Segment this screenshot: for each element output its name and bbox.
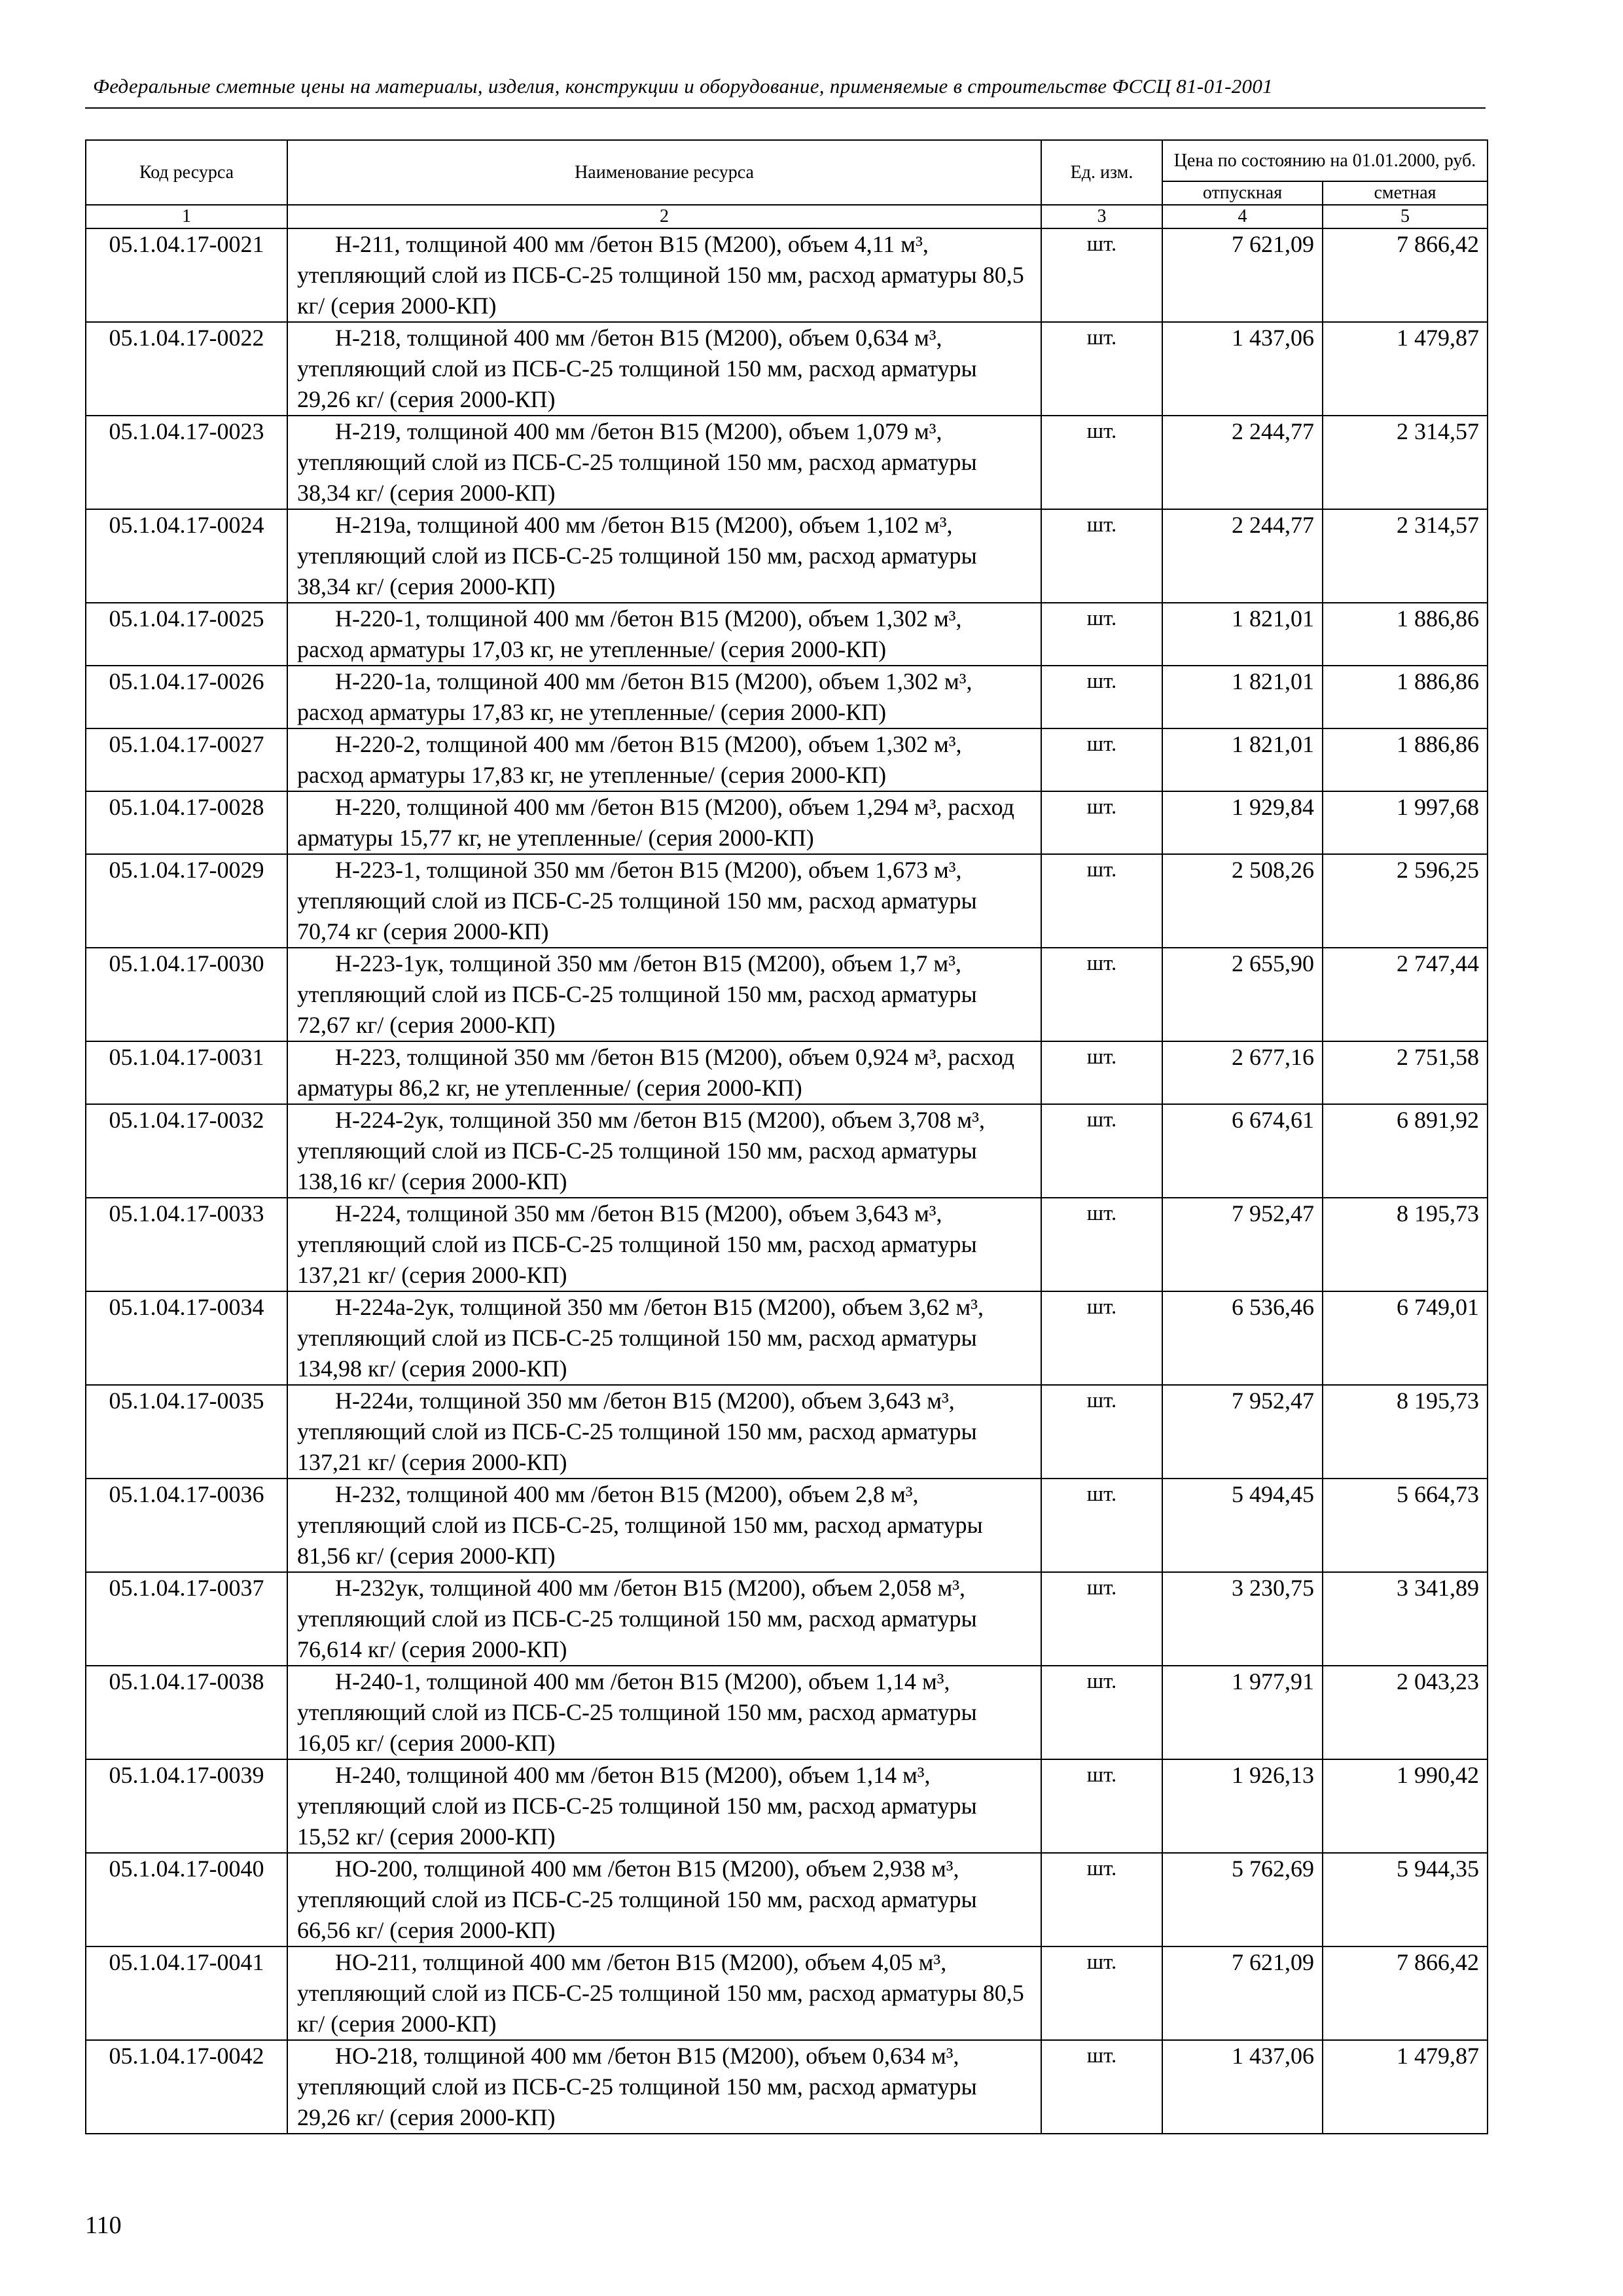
release-price: 1 437,06 bbox=[1162, 322, 1323, 416]
resource-name-text: Н-219, толщиной 400 мм /бетон В15 (М200), объем 1,079 м³, утепляющий слой из ПСБ-С-25 толщиной 150 мм, расход арматуры 38,34 кг/ (серия 2000-КП) bbox=[297, 418, 977, 506]
resource-name bbox=[287, 1291, 1041, 1385]
unit: шт. bbox=[1041, 854, 1162, 948]
resource-name-text: НО-218, толщиной 400 мм /бетон В15 (М200), объем 0,634 м³, утепляющий слой из ПСБ-С-25 толщиной 150 мм, расход арматуры 29,26 кг/ (серия 2000-КП) bbox=[297, 2043, 977, 2130]
resource-name bbox=[287, 416, 1041, 509]
table-row bbox=[86, 1853, 1488, 1946]
resource-name-text: Н-240, толщиной 400 мм /бетон В15 (М200), объем 1,14 м³, утепляющий слой из ПСБ-С-25 толщиной 150 мм, расход арматуры 15,52 кг/ (серия 2000-КП) bbox=[297, 1762, 977, 1850]
estimate-price: 1 990,42 bbox=[1323, 1759, 1488, 1853]
unit: шт. bbox=[1041, 2040, 1162, 2134]
estimate-price: 1 886,86 bbox=[1323, 603, 1488, 666]
header-name: Наименование ресурса bbox=[287, 140, 1041, 205]
header-price-group: Цена по состоянию на 01.01.2000, руб. bbox=[1162, 140, 1488, 181]
resource-name-text: Н-220-1, толщиной 400 мм /бетон В15 (М200), объем 1,302 м³, расход арматуры 17,03 кг, не утепленные/ (серия 2000-КП) bbox=[297, 605, 962, 662]
unit: шт. bbox=[1041, 1572, 1162, 1666]
unit: шт. bbox=[1041, 1666, 1162, 1759]
release-price: 5 494,45 bbox=[1162, 1479, 1323, 1572]
resource-name bbox=[287, 1479, 1041, 1572]
resource-name bbox=[287, 603, 1041, 666]
estimate-price: 2 043,23 bbox=[1323, 1666, 1488, 1759]
unit: шт. bbox=[1041, 1291, 1162, 1385]
resource-name-text: Н-220-1а, толщиной 400 мм /бетон В15 (М200), объем 1,302 м³, расход арматуры 17,83 кг, не утепленные/ (серия 2000-КП) bbox=[297, 668, 972, 725]
estimate-price: 1 479,87 bbox=[1323, 2040, 1488, 2134]
resource-name bbox=[287, 1759, 1041, 1853]
resource-code: 05.1.04.17-0022 bbox=[86, 322, 287, 416]
release-price: 1 437,06 bbox=[1162, 2040, 1323, 2134]
column-number: 2 bbox=[287, 205, 1041, 228]
column-number: 1 bbox=[86, 205, 287, 228]
unit: шт. bbox=[1041, 509, 1162, 603]
unit: шт. bbox=[1041, 948, 1162, 1041]
unit: шт. bbox=[1041, 1041, 1162, 1104]
release-price: 2 244,77 bbox=[1162, 509, 1323, 603]
unit: шт. bbox=[1041, 416, 1162, 509]
unit: шт. bbox=[1041, 322, 1162, 416]
page-header bbox=[85, 71, 1486, 109]
column-number: 4 bbox=[1162, 205, 1323, 228]
resource-name bbox=[287, 666, 1041, 728]
resource-code: 05.1.04.17-0023 bbox=[86, 416, 287, 509]
column-number: 3 bbox=[1041, 205, 1162, 228]
resource-code: 05.1.04.17-0029 bbox=[86, 854, 287, 948]
header-estimate-price: сметная bbox=[1323, 181, 1488, 205]
resource-name-text: Н-220-2, толщиной 400 мм /бетон В15 (М200), объем 1,302 м³, расход арматуры 17,83 кг, не утепленные/ (серия 2000-КП) bbox=[297, 731, 962, 788]
resource-name bbox=[287, 854, 1041, 948]
table-row bbox=[86, 509, 1488, 603]
table-row bbox=[86, 1479, 1488, 1572]
resource-name-text: Н-223-1ук, толщиной 350 мм /бетон В15 (М200), объем 1,7 м³, утепляющий слой из ПСБ-С-25 толщиной 150 мм, расход арматуры 72,67 кг/ (серия 2000-КП) bbox=[297, 950, 977, 1038]
release-price: 7 952,47 bbox=[1162, 1198, 1323, 1291]
resource-name bbox=[287, 322, 1041, 416]
resource-name-text: Н-223-1, толщиной 350 мм /бетон В15 (М200), объем 1,673 м³, утепляющий слой из ПСБ-С-25 толщиной 150 мм, расход арматуры 70,74 кг (серия 2000-КП) bbox=[297, 857, 977, 944]
table-row bbox=[86, 1759, 1488, 1853]
resource-name-text: Н-223, толщиной 350 мм /бетон В15 (М200), объем 0,924 м³, расход арматуры 86,2 кг, не утепленные/ (серия 2000-КП) bbox=[297, 1044, 1014, 1101]
resource-code: 05.1.04.17-0035 bbox=[86, 1385, 287, 1479]
header-code: Код ресурса bbox=[86, 140, 287, 205]
resource-name-text: Н-240-1, толщиной 400 мм /бетон В15 (М200), объем 1,14 м³, утепляющий слой из ПСБ-С-25 толщиной 150 мм, расход арматуры 16,05 кг/ (серия 2000-КП) bbox=[297, 1668, 977, 1756]
table-row bbox=[86, 948, 1488, 1041]
resource-name bbox=[287, 1666, 1041, 1759]
table-row bbox=[86, 791, 1488, 854]
resource-name bbox=[287, 728, 1041, 791]
table-row bbox=[86, 1041, 1488, 1104]
unit: шт. bbox=[1041, 1853, 1162, 1946]
resource-name-text: Н-220, толщиной 400 мм /бетон В15 (М200), объем 1,294 м³, расход арматуры 15,77 кг, не утепленные/ (серия 2000-КП) bbox=[297, 794, 1014, 851]
page-number: 110 bbox=[85, 2212, 122, 2239]
estimate-price: 1 997,68 bbox=[1323, 791, 1488, 854]
resource-code: 05.1.04.17-0028 bbox=[86, 791, 287, 854]
price-table bbox=[85, 139, 1488, 2134]
resource-name-text: НО-200, толщиной 400 мм /бетон В15 (М200), объем 2,938 м³, утепляющий слой из ПСБ-С-25 толщиной 150 мм, расход арматуры 66,56 кг/ (серия 2000-КП) bbox=[297, 1856, 977, 1943]
resource-name bbox=[287, 948, 1041, 1041]
release-price: 1 926,13 bbox=[1162, 1759, 1323, 1853]
resource-code: 05.1.04.17-0025 bbox=[86, 603, 287, 666]
estimate-price: 5 664,73 bbox=[1323, 1479, 1488, 1572]
estimate-price: 6 749,01 bbox=[1323, 1291, 1488, 1385]
estimate-price: 1 886,86 bbox=[1323, 666, 1488, 728]
table-row bbox=[86, 1291, 1488, 1385]
resource-code: 05.1.04.17-0027 bbox=[86, 728, 287, 791]
estimate-price: 3 341,89 bbox=[1323, 1572, 1488, 1666]
resource-code: 05.1.04.17-0026 bbox=[86, 666, 287, 728]
resource-name-text: Н-224, толщиной 350 мм /бетон В15 (М200), объем 3,643 м³, утепляющий слой из ПСБ-С-25 толщиной 150 мм, расход арматуры 137,21 кг/ (серия 2000-КП) bbox=[297, 1200, 977, 1288]
unit: шт. bbox=[1041, 791, 1162, 854]
release-price: 2 677,16 bbox=[1162, 1041, 1323, 1104]
resource-code: 05.1.04.17-0041 bbox=[86, 1946, 287, 2040]
resource-code: 05.1.04.17-0024 bbox=[86, 509, 287, 603]
resource-code: 05.1.04.17-0030 bbox=[86, 948, 287, 1041]
release-price: 1 821,01 bbox=[1162, 728, 1323, 791]
resource-code: 05.1.04.17-0032 bbox=[86, 1104, 287, 1198]
resource-code: 05.1.04.17-0036 bbox=[86, 1479, 287, 1572]
estimate-price: 2 314,57 bbox=[1323, 416, 1488, 509]
resource-name bbox=[287, 228, 1041, 322]
resource-name bbox=[287, 1385, 1041, 1479]
estimate-price: 8 195,73 bbox=[1323, 1385, 1488, 1479]
estimate-price: 2 596,25 bbox=[1323, 854, 1488, 948]
unit: шт. bbox=[1041, 1759, 1162, 1853]
table-row bbox=[86, 666, 1488, 728]
resource-name-text: Н-232, толщиной 400 мм /бетон В15 (М200), объем 2,8 м³, утепляющий слой из ПСБ-С-25, толщиной 150 мм, расход арматуры 81,56 кг/ (серия 2000-КП) bbox=[297, 1481, 983, 1569]
estimate-price: 5 944,35 bbox=[1323, 1853, 1488, 1946]
resource-code: 05.1.04.17-0039 bbox=[86, 1759, 287, 1853]
resource-name-text: Н-218, толщиной 400 мм /бетон В15 (М200), объем 0,634 м³, утепляющий слой из ПСБ-С-25 толщиной 150 мм, расход арматуры 29,26 кг/ (серия 2000-КП) bbox=[297, 325, 977, 412]
resource-code: 05.1.04.17-0031 bbox=[86, 1041, 287, 1104]
table-body bbox=[86, 228, 1488, 2134]
resource-name-text: Н-232ук, толщиной 400 мм /бетон В15 (М200), объем 2,058 м³, утепляющий слой из ПСБ-С-25 толщиной 150 мм, расход арматуры 76,614 кг/ (серия 2000-КП) bbox=[297, 1575, 977, 1662]
unit: шт. bbox=[1041, 603, 1162, 666]
unit: шт. bbox=[1041, 1385, 1162, 1479]
resource-name bbox=[287, 1946, 1041, 2040]
estimate-price: 6 891,92 bbox=[1323, 1104, 1488, 1198]
release-price: 7 952,47 bbox=[1162, 1385, 1323, 1479]
resource-name-text: Н-224-2ук, толщиной 350 мм /бетон В15 (М200), объем 3,708 м³, утепляющий слой из ПСБ-С-25 толщиной 150 мм, расход арматуры 138,16 кг/ (серия 2000-КП) bbox=[297, 1107, 986, 1194]
release-price: 3 230,75 bbox=[1162, 1572, 1323, 1666]
estimate-price: 2 314,57 bbox=[1323, 509, 1488, 603]
table-row bbox=[86, 1946, 1488, 2040]
release-price: 7 621,09 bbox=[1162, 1946, 1323, 2040]
resource-name-text: Н-219а, толщиной 400 мм /бетон В15 (М200), объем 1,102 м³, утепляющий слой из ПСБ-С-25 толщиной 150 мм, расход арматуры 38,34 кг/ (серия 2000-КП) bbox=[297, 512, 977, 600]
release-price: 2 244,77 bbox=[1162, 416, 1323, 509]
estimate-price: 1 886,86 bbox=[1323, 728, 1488, 791]
table-row bbox=[86, 416, 1488, 509]
release-price: 6 536,46 bbox=[1162, 1291, 1323, 1385]
table-row bbox=[86, 2040, 1488, 2134]
resource-name bbox=[287, 791, 1041, 854]
release-price: 5 762,69 bbox=[1162, 1853, 1323, 1946]
table-row bbox=[86, 1104, 1488, 1198]
header-title: Федеральные сметные цены на материалы, изделия, конструкции и оборудование, применяемые в строительстве ФССЦ 81-01-2001 bbox=[93, 75, 1273, 98]
estimate-price: 2 747,44 bbox=[1323, 948, 1488, 1041]
unit: шт. bbox=[1041, 1104, 1162, 1198]
release-price: 7 621,09 bbox=[1162, 228, 1323, 322]
release-price: 1 929,84 bbox=[1162, 791, 1323, 854]
resource-name-text: НО-211, толщиной 400 мм /бетон В15 (М200), объем 4,05 м³, утепляющий слой из ПСБ-С-25 толщиной 150 мм, расход арматуры 80,5 кг/ (серия 2000-КП) bbox=[297, 1949, 1024, 2037]
resource-code: 05.1.04.17-0021 bbox=[86, 228, 287, 322]
resource-name bbox=[287, 1198, 1041, 1291]
unit: шт. bbox=[1041, 1946, 1162, 2040]
header-unit: Ед. изм. bbox=[1041, 140, 1162, 205]
table-row bbox=[86, 322, 1488, 416]
release-price: 1 821,01 bbox=[1162, 666, 1323, 728]
resource-code: 05.1.04.17-0040 bbox=[86, 1853, 287, 1946]
estimate-price: 2 751,58 bbox=[1323, 1041, 1488, 1104]
resource-name-text: Н-211, толщиной 400 мм /бетон В15 (М200), объем 4,11 м³, утепляющий слой из ПСБ-С-25 толщиной 150 мм, расход арматуры 80,5 кг/ (серия 2000-КП) bbox=[297, 231, 1024, 319]
unit: шт. bbox=[1041, 228, 1162, 322]
table-row bbox=[86, 728, 1488, 791]
table-row bbox=[86, 1198, 1488, 1291]
release-price: 1 977,91 bbox=[1162, 1666, 1323, 1759]
table-row bbox=[86, 1385, 1488, 1479]
unit: шт. bbox=[1041, 1479, 1162, 1572]
resource-name-text: Н-224и, толщиной 350 мм /бетон В15 (М200), объем 3,643 м³, утепляющий слой из ПСБ-С-25 толщиной 150 мм, расход арматуры 137,21 кг/ (серия 2000-КП) bbox=[297, 1388, 977, 1475]
resource-name bbox=[287, 1104, 1041, 1198]
resource-code: 05.1.04.17-0042 bbox=[86, 2040, 287, 2134]
estimate-price: 7 866,42 bbox=[1323, 1946, 1488, 2040]
estimate-price: 7 866,42 bbox=[1323, 228, 1488, 322]
table-row bbox=[86, 854, 1488, 948]
resource-name bbox=[287, 1041, 1041, 1104]
release-price: 2 508,26 bbox=[1162, 854, 1323, 948]
estimate-price: 1 479,87 bbox=[1323, 322, 1488, 416]
resource-code: 05.1.04.17-0034 bbox=[86, 1291, 287, 1385]
table-row bbox=[86, 228, 1488, 322]
table-row bbox=[86, 1666, 1488, 1759]
resource-code: 05.1.04.17-0037 bbox=[86, 1572, 287, 1666]
resource-name bbox=[287, 1853, 1041, 1946]
header-release-price: отпускная bbox=[1162, 181, 1323, 205]
unit: шт. bbox=[1041, 666, 1162, 728]
resource-name bbox=[287, 2040, 1041, 2134]
resource-code: 05.1.04.17-0038 bbox=[86, 1666, 287, 1759]
release-price: 2 655,90 bbox=[1162, 948, 1323, 1041]
table-row bbox=[86, 603, 1488, 666]
unit: шт. bbox=[1041, 728, 1162, 791]
resource-name bbox=[287, 1572, 1041, 1666]
resource-name-text: Н-224а-2ук, толщиной 350 мм /бетон В15 (М200), объем 3,62 м³, утепляющий слой из ПСБ-С-25 толщиной 150 мм, расход арматуры 134,98 кг/ (серия 2000-КП) bbox=[297, 1294, 984, 1382]
release-price: 6 674,61 bbox=[1162, 1104, 1323, 1198]
table-row bbox=[86, 1572, 1488, 1666]
column-number: 5 bbox=[1323, 205, 1488, 228]
estimate-price: 8 195,73 bbox=[1323, 1198, 1488, 1291]
unit: шт. bbox=[1041, 1198, 1162, 1291]
resource-name bbox=[287, 509, 1041, 603]
release-price: 1 821,01 bbox=[1162, 603, 1323, 666]
resource-code: 05.1.04.17-0033 bbox=[86, 1198, 287, 1291]
